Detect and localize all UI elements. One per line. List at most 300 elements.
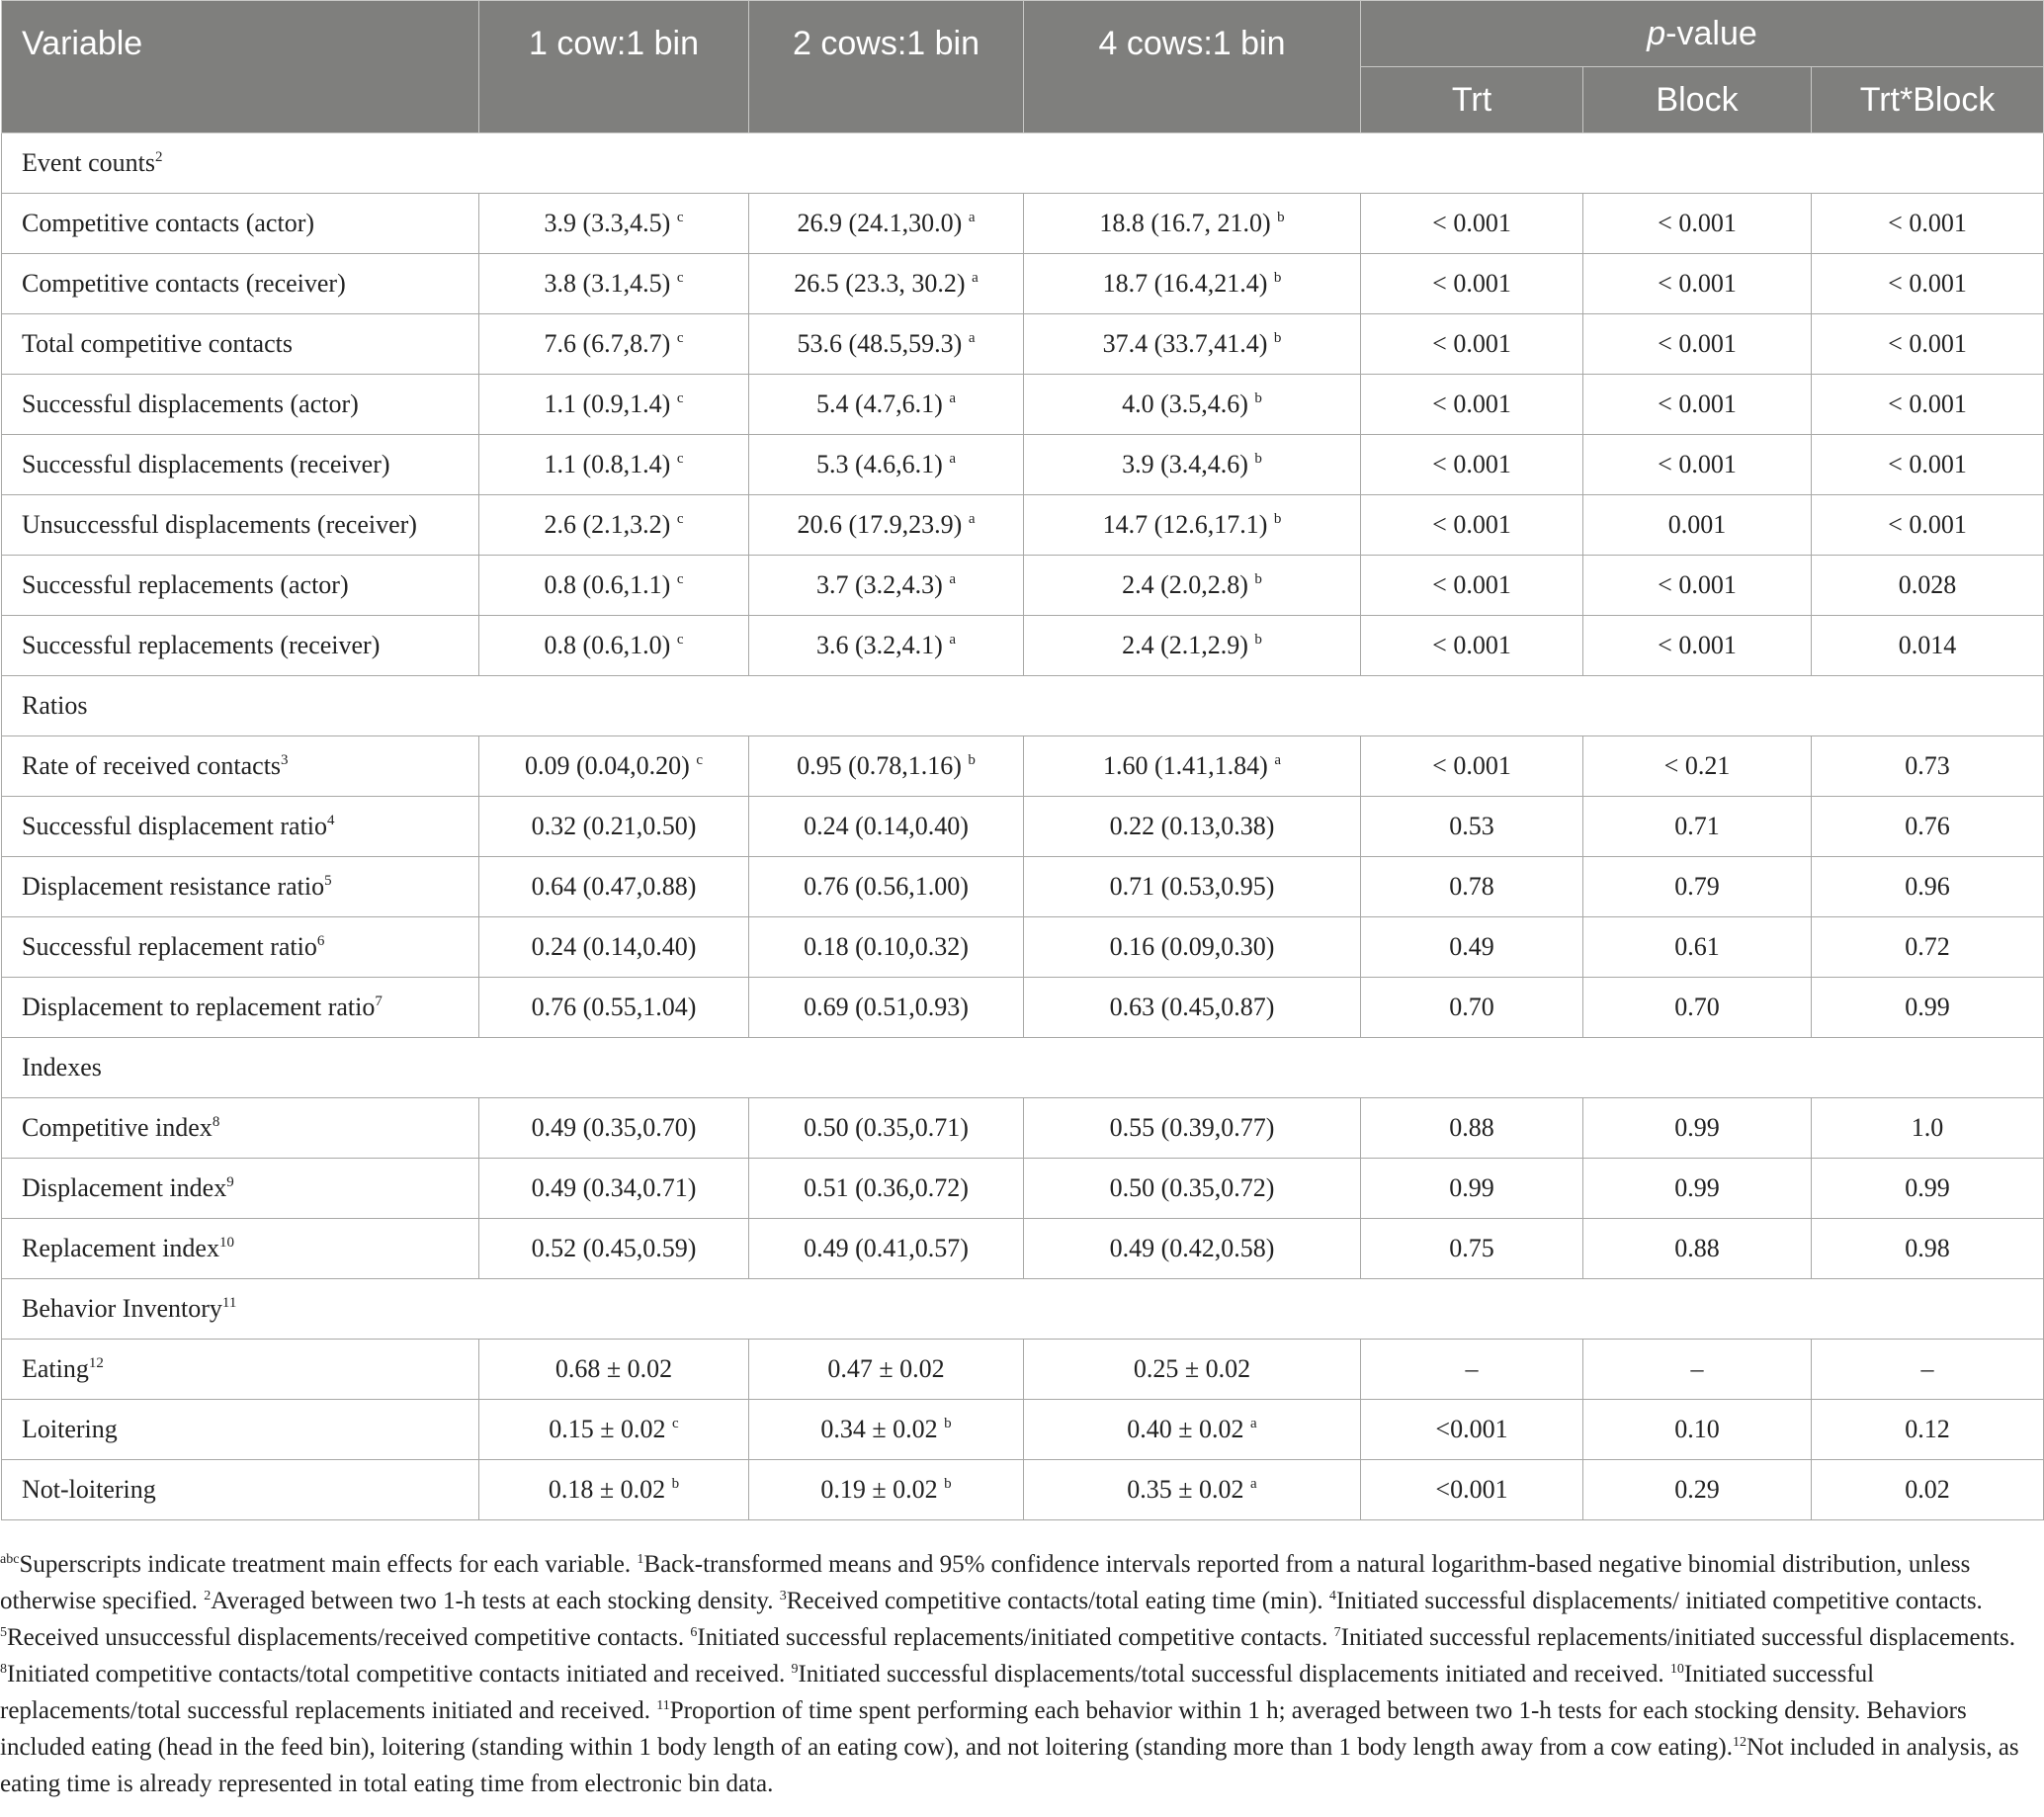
p-trt-block: –: [1812, 1340, 2044, 1400]
value-text: 18.7 (16.4,21.4): [1102, 269, 1268, 298]
footnote-marker: 9: [791, 1662, 799, 1677]
value-text: 0.8 (0.6,1.0): [544, 631, 671, 659]
p-trt-block: 0.99: [1812, 1159, 2044, 1219]
header-treatment-1: 1 cow:1 bin: [479, 1, 749, 133]
results-table: [1, 0, 2044, 1520]
treatment-3-value: [1024, 1219, 1361, 1279]
significance-letter: c: [676, 571, 684, 587]
table-body: [2, 133, 2044, 1520]
value-text: 0.76 (0.55,1.04): [531, 993, 697, 1021]
treatment-2-value: [749, 797, 1024, 857]
treatment-1-value: [479, 1460, 749, 1520]
value-text: 0.49 (0.42,0.58): [1109, 1234, 1275, 1262]
p-trt: 0.88: [1361, 1098, 1583, 1159]
variable-name: Successful displacement ratio: [22, 812, 328, 840]
variable-name: Competitive contacts (actor): [22, 209, 315, 237]
variable-cell: [2, 978, 479, 1038]
section-title: [2, 133, 2044, 194]
header-pvalue-rest: -value: [1665, 14, 1757, 52]
p-block: 0.70: [1583, 978, 1812, 1038]
significance-letter: b: [944, 1416, 952, 1431]
value-text: 2.4 (2.1,2.9): [1122, 631, 1248, 659]
variable-name: Successful displacements (actor): [22, 389, 359, 418]
p-trt: < 0.001: [1361, 616, 1583, 676]
treatment-2-value: [749, 1098, 1024, 1159]
treatment-2-value: [749, 1159, 1024, 1219]
value-text: 0.47 ± 0.02: [827, 1354, 945, 1383]
footnote-text: Initiated successful replacements/total successful replacements initiated and received.: [0, 1661, 1875, 1724]
p-block: 0.99: [1583, 1159, 1812, 1219]
significance-letter: a: [1250, 1476, 1257, 1492]
p-trt-block: 0.014: [1812, 616, 2044, 676]
variable-name: Successful replacements (receiver): [22, 631, 381, 659]
value-text: 18.8 (16.7, 21.0): [1099, 209, 1271, 237]
significance-letter: c: [672, 1416, 679, 1431]
value-text: 0.09 (0.04,0.20): [525, 751, 690, 780]
table-row: [2, 616, 2044, 676]
p-block: 0.99: [1583, 1098, 1812, 1159]
significance-letter: c: [676, 390, 684, 406]
table-row: [2, 556, 2044, 616]
treatment-2-value: [749, 556, 1024, 616]
significance-letter: b: [671, 1476, 680, 1492]
treatment-2-value: [749, 1400, 1024, 1460]
treatment-2-value: [749, 375, 1024, 435]
variable-cell: [2, 616, 479, 676]
value-text: 0.25 ± 0.02: [1133, 1354, 1251, 1383]
table-row: [2, 375, 2044, 435]
variable-footnote-ref: 8: [212, 1114, 220, 1130]
table-row: [2, 254, 2044, 314]
section-footnote-ref: 11: [221, 1295, 237, 1311]
significance-letter: a: [949, 390, 956, 406]
variable-footnote-ref: 4: [327, 813, 335, 828]
significance-letter: b: [1277, 210, 1285, 225]
variable-cell: [2, 736, 479, 797]
section-title-text: Behavior Inventory: [22, 1294, 222, 1323]
value-text: 0.63 (0.45,0.87): [1109, 993, 1275, 1021]
variable-name: Not-loitering: [22, 1475, 156, 1504]
header-trt-block: Trt*Block: [1812, 67, 2044, 133]
value-text: 0.22 (0.13,0.38): [1109, 812, 1275, 840]
significance-letter: c: [676, 511, 684, 527]
value-text: 0.68 ± 0.02: [554, 1354, 673, 1383]
value-text: 5.3 (4.6,6.1): [816, 450, 943, 478]
value-text: 3.7 (3.2,4.3): [816, 570, 943, 599]
value-text: 3.9 (3.4,4.6): [1122, 450, 1248, 478]
variable-footnote-ref: 10: [218, 1235, 234, 1251]
footnote-text: Received unsuccessful displacements/received competitive contacts.: [7, 1624, 691, 1651]
value-text: 0.8 (0.6,1.1): [544, 570, 671, 599]
value-text: 0.18 (0.10,0.32): [804, 932, 969, 961]
value-text: 0.49 (0.35,0.70): [531, 1113, 697, 1142]
significance-letter: c: [676, 330, 684, 346]
p-trt: < 0.001: [1361, 556, 1583, 616]
treatment-1-value: [479, 1159, 749, 1219]
significance-letter: b: [1273, 330, 1282, 346]
treatment-3-value: [1024, 254, 1361, 314]
p-block: 0.88: [1583, 1219, 1812, 1279]
value-text: 3.9 (3.3,4.5): [544, 209, 671, 237]
treatment-2-value: [749, 1460, 1024, 1520]
variable-name: Displacement index: [22, 1173, 227, 1202]
variable-cell: [2, 797, 479, 857]
p-trt: 0.53: [1361, 797, 1583, 857]
variable-cell: [2, 375, 479, 435]
table-row: [2, 1159, 2044, 1219]
footnote-text: Averaged between two 1-h tests at each stocking density.: [211, 1588, 780, 1614]
footnote-text: Initiated successful displacements/ initiated competitive contacts.: [1335, 1588, 1983, 1614]
header-treatment-3: 4 cows:1 bin: [1024, 1, 1361, 133]
variable-cell: [2, 1460, 479, 1520]
table-row: [2, 797, 2044, 857]
treatment-1-value: [479, 1340, 749, 1400]
variable-name: Successful replacement ratio: [22, 932, 317, 961]
treatment-2-value: [749, 254, 1024, 314]
value-text: 7.6 (6.7,8.7): [544, 329, 671, 358]
treatment-3-value: [1024, 194, 1361, 254]
significance-letter: b: [1254, 390, 1262, 406]
value-text: 20.6 (17.9,23.9): [797, 510, 963, 539]
treatment-2-value: [749, 1340, 1024, 1400]
variable-name: Loitering: [22, 1415, 118, 1443]
treatment-1-value: [479, 194, 749, 254]
value-text: 0.35 ± 0.02: [1127, 1475, 1244, 1504]
footnotes: [0, 1546, 2028, 1802]
value-text: 0.15 ± 0.02: [549, 1415, 666, 1443]
value-text: 1.1 (0.8,1.4): [544, 450, 671, 478]
significance-letter: c: [696, 752, 703, 768]
p-trt: <0.001: [1361, 1400, 1583, 1460]
p-block: < 0.001: [1583, 314, 1812, 375]
value-text: 0.40 ± 0.02: [1127, 1415, 1244, 1443]
significance-letter: b: [1273, 511, 1282, 527]
treatment-2-value: [749, 616, 1024, 676]
value-text: 0.71 (0.53,0.95): [1109, 872, 1275, 901]
footnote-text: Received competitive contacts/total eating time (min).: [786, 1588, 1329, 1614]
footnote-text: Superscripts indicate treatment main effects for each variable.: [19, 1551, 638, 1578]
p-trt: 0.99: [1361, 1159, 1583, 1219]
treatment-1-value: [479, 254, 749, 314]
variable-cell: [2, 1400, 479, 1460]
footnote-text: Proportion of time spent performing each behavior within 1 h; averaged between two 1-h tests for each stocking density. Behaviors included eating (head in the feed bin), loitering (standing within 1 body length of an eating cow), and not loitering (standing more than 1 body length away from a cow eating).: [0, 1697, 1967, 1761]
footnote-text: Initiated successful replacements/initiated competitive contacts.: [697, 1624, 1334, 1651]
treatment-2-value: [749, 736, 1024, 797]
footnote-marker: 3: [779, 1589, 787, 1603]
header-trt: Trt: [1361, 67, 1583, 133]
significance-letter: a: [968, 511, 976, 527]
p-trt: –: [1361, 1340, 1583, 1400]
table-row: [2, 736, 2044, 797]
treatment-3-value: [1024, 797, 1361, 857]
significance-letter: c: [676, 632, 684, 648]
treatment-1-value: [479, 616, 749, 676]
value-text: 3.6 (3.2,4.1): [816, 631, 943, 659]
footnote-marker: 6: [690, 1625, 698, 1640]
header-block: Block: [1583, 67, 1812, 133]
footnote-marker: 12: [1733, 1735, 1747, 1750]
significance-letter: a: [949, 451, 956, 467]
p-block: 0.10: [1583, 1400, 1812, 1460]
value-text: 26.5 (23.3, 30.2): [794, 269, 966, 298]
treatment-1-value: [479, 978, 749, 1038]
treatment-1-value: [479, 917, 749, 978]
p-block: < 0.001: [1583, 254, 1812, 314]
treatment-3-value: [1024, 1098, 1361, 1159]
table-header: [2, 1, 2044, 133]
p-block: 0.001: [1583, 495, 1812, 556]
significance-letter: c: [676, 210, 684, 225]
treatment-3-value: [1024, 1400, 1361, 1460]
table-row: [2, 1460, 2044, 1520]
value-text: 0.18 ± 0.02: [548, 1475, 666, 1504]
p-trt-block: 0.76: [1812, 797, 2044, 857]
variable-name: Replacement index: [22, 1234, 219, 1262]
significance-letter: b: [1254, 571, 1262, 587]
p-block: < 0.001: [1583, 194, 1812, 254]
value-text: 5.4 (4.7,6.1): [816, 389, 943, 418]
section-row: [2, 1038, 2044, 1098]
value-text: 0.24 (0.14,0.40): [531, 932, 697, 961]
treatment-3-value: [1024, 556, 1361, 616]
variable-footnote-ref: 3: [281, 752, 289, 768]
variable-cell: [2, 194, 479, 254]
header-treatment-2: 2 cows:1 bin: [749, 1, 1024, 133]
table-row: [2, 1219, 2044, 1279]
treatment-2-value: [749, 978, 1024, 1038]
treatment-1-value: [479, 1219, 749, 1279]
section-title: [2, 1279, 2044, 1340]
significance-letter: b: [1273, 270, 1282, 286]
treatment-2-value: [749, 435, 1024, 495]
variable-name: Displacement to replacement ratio: [22, 993, 376, 1021]
treatment-1-value: [479, 1098, 749, 1159]
value-text: 2.6 (2.1,3.2): [544, 510, 671, 539]
value-text: 0.52 (0.45,0.59): [531, 1234, 697, 1262]
treatment-3-value: [1024, 736, 1361, 797]
treatment-3-value: [1024, 978, 1361, 1038]
treatment-1-value: [479, 375, 749, 435]
section-title-text: Event counts: [22, 148, 156, 177]
value-text: 0.76 (0.56,1.00): [804, 872, 969, 901]
value-text: 4.0 (3.5,4.6): [1122, 389, 1248, 418]
treatment-2-value: [749, 314, 1024, 375]
p-trt: < 0.001: [1361, 435, 1583, 495]
treatment-1-value: [479, 857, 749, 917]
footnote-text: Initiated successful replacements/initiated successful displacements.: [1340, 1624, 2016, 1651]
value-text: 37.4 (33.7,41.4): [1102, 329, 1268, 358]
p-trt-block: 1.0: [1812, 1098, 2044, 1159]
value-text: 0.51 (0.36,0.72): [804, 1173, 969, 1202]
section-title: [2, 676, 2044, 736]
p-trt-block: 0.98: [1812, 1219, 2044, 1279]
p-block: < 0.001: [1583, 375, 1812, 435]
variable-footnote-ref: 7: [375, 994, 383, 1009]
treatment-3-value: [1024, 857, 1361, 917]
value-text: 0.16 (0.09,0.30): [1109, 932, 1275, 961]
significance-letter: c: [676, 270, 684, 286]
section-title-text: Indexes: [22, 1053, 102, 1082]
value-text: 0.49 (0.41,0.57): [804, 1234, 969, 1262]
footnote-marker: 7: [1333, 1625, 1341, 1640]
footnote-text: Initiated successful displacements/total successful displacements initiated and received.: [798, 1661, 1670, 1687]
value-text: 14.7 (12.6,17.1): [1102, 510, 1268, 539]
p-block: 0.61: [1583, 917, 1812, 978]
p-trt-block: 0.96: [1812, 857, 2044, 917]
treatment-1-value: [479, 314, 749, 375]
p-trt: < 0.001: [1361, 194, 1583, 254]
significance-letter: a: [949, 571, 956, 587]
value-text: 0.50 (0.35,0.72): [1109, 1173, 1275, 1202]
value-text: 0.50 (0.35,0.71): [804, 1113, 969, 1142]
footnote-marker: 4: [1328, 1589, 1336, 1603]
treatment-2-value: [749, 495, 1024, 556]
significance-letter: a: [968, 330, 976, 346]
footnote-marker: abc: [0, 1552, 20, 1567]
variable-name: Eating: [22, 1354, 89, 1383]
p-trt: < 0.001: [1361, 736, 1583, 797]
variable-name: Rate of received contacts: [22, 751, 282, 780]
footnote-marker: 5: [0, 1625, 7, 1640]
variable-cell: [2, 1340, 479, 1400]
treatment-1-value: [479, 435, 749, 495]
footnote-text: Initiated competitive contacts/total competitive contacts initiated and received.: [7, 1661, 792, 1687]
value-text: 53.6 (48.5,59.3): [797, 329, 963, 358]
significance-letter: b: [1254, 632, 1262, 648]
p-trt-block: < 0.001: [1812, 254, 2044, 314]
significance-letter: a: [972, 270, 979, 286]
table-row: [2, 917, 2044, 978]
significance-letter: c: [676, 451, 684, 467]
table-row: [2, 495, 2044, 556]
value-text: 0.95 (0.78,1.16): [797, 751, 962, 780]
value-text: 1.1 (0.9,1.4): [544, 389, 671, 418]
variable-name: Competitive index: [22, 1113, 213, 1142]
p-trt-block: 0.99: [1812, 978, 2044, 1038]
variable-cell: [2, 1159, 479, 1219]
p-trt: <0.001: [1361, 1460, 1583, 1520]
variable-name: Competitive contacts (receiver): [22, 269, 346, 298]
value-text: 1.60 (1.41,1.84): [1103, 751, 1268, 780]
significance-letter: a: [949, 632, 956, 648]
variable-footnote-ref: 6: [316, 933, 325, 949]
table-row: [2, 194, 2044, 254]
p-trt-block: < 0.001: [1812, 314, 2044, 375]
section-title-text: Ratios: [22, 691, 88, 720]
header-pvalue: [1361, 1, 2044, 67]
p-trt: 0.70: [1361, 978, 1583, 1038]
treatment-3-value: [1024, 917, 1361, 978]
table-row: [2, 1340, 2044, 1400]
treatment-2-value: [749, 194, 1024, 254]
footnote-text: Not included in analysis, as eating time is already represented in total eating time from electronic bin data.: [0, 1734, 2019, 1797]
p-block: < 0.21: [1583, 736, 1812, 797]
variable-cell: [2, 495, 479, 556]
value-text: 0.32 (0.21,0.50): [531, 812, 697, 840]
treatment-2-value: [749, 857, 1024, 917]
value-text: 0.49 (0.34,0.71): [531, 1173, 697, 1202]
significance-letter: b: [1254, 451, 1262, 467]
p-block: < 0.001: [1583, 556, 1812, 616]
value-text: 2.4 (2.0,2.8): [1122, 570, 1248, 599]
treatment-3-value: [1024, 435, 1361, 495]
p-trt: 0.75: [1361, 1219, 1583, 1279]
section-title: [2, 1038, 2044, 1098]
p-block: 0.71: [1583, 797, 1812, 857]
footnote-marker: 11: [656, 1698, 670, 1713]
treatment-3-value: [1024, 1159, 1361, 1219]
variable-cell: [2, 917, 479, 978]
treatment-3-value: [1024, 1340, 1361, 1400]
value-text: 0.19 ± 0.02: [820, 1475, 938, 1504]
significance-letter: b: [968, 752, 976, 768]
header-pvalue-p: p: [1647, 14, 1666, 52]
treatment-3-value: [1024, 1460, 1361, 1520]
variable-cell: [2, 435, 479, 495]
p-trt-block: < 0.001: [1812, 194, 2044, 254]
variable-name: Successful replacements (actor): [22, 570, 349, 599]
treatment-1-value: [479, 736, 749, 797]
p-block: < 0.001: [1583, 435, 1812, 495]
treatment-2-value: [749, 917, 1024, 978]
footnote-marker: 10: [1669, 1662, 1684, 1677]
treatment-1-value: [479, 1400, 749, 1460]
value-text: 0.64 (0.47,0.88): [531, 872, 697, 901]
significance-letter: a: [1250, 1416, 1257, 1431]
p-block: 0.29: [1583, 1460, 1812, 1520]
treatment-1-value: [479, 556, 749, 616]
value-text: 0.69 (0.51,0.93): [804, 993, 969, 1021]
table-row: [2, 857, 2044, 917]
significance-letter: a: [1274, 752, 1281, 768]
value-text: 3.8 (3.1,4.5): [544, 269, 671, 298]
footnote-marker: 1: [637, 1552, 644, 1567]
variable-footnote-ref: 9: [226, 1174, 234, 1190]
section-row: [2, 676, 2044, 736]
p-trt-block: 0.72: [1812, 917, 2044, 978]
variable-footnote-ref: 5: [324, 873, 332, 889]
p-block: < 0.001: [1583, 616, 1812, 676]
table-row: [2, 978, 2044, 1038]
p-trt-block: < 0.001: [1812, 435, 2044, 495]
table-row: [2, 1400, 2044, 1460]
footnote-text: Back-transformed means and 95% confidence intervals reported from a natural logarithm-based negative binomial distribution, unless otherwise specified.: [0, 1551, 1971, 1614]
p-trt-block: 0.02: [1812, 1460, 2044, 1520]
value-text: 0.34 ± 0.02: [820, 1415, 938, 1443]
p-trt: 0.49: [1361, 917, 1583, 978]
treatment-3-value: [1024, 375, 1361, 435]
table-row: [2, 1098, 2044, 1159]
value-text: 26.9 (24.1,30.0): [797, 209, 963, 237]
table-row: [2, 435, 2044, 495]
p-block: –: [1583, 1340, 1812, 1400]
treatment-3-value: [1024, 616, 1361, 676]
variable-cell: [2, 857, 479, 917]
treatment-1-value: [479, 797, 749, 857]
variable-name: Unsuccessful displacements (receiver): [22, 510, 417, 539]
value-text: 0.55 (0.39,0.77): [1109, 1113, 1275, 1142]
footnote-marker: 2: [204, 1589, 212, 1603]
p-trt-block: < 0.001: [1812, 375, 2044, 435]
variable-cell: [2, 314, 479, 375]
p-trt: < 0.001: [1361, 495, 1583, 556]
variable-cell: [2, 556, 479, 616]
header-variable: Variable: [2, 1, 479, 133]
section-row: [2, 1279, 2044, 1340]
significance-letter: b: [944, 1476, 952, 1492]
p-trt: 0.78: [1361, 857, 1583, 917]
significance-letter: a: [968, 210, 976, 225]
